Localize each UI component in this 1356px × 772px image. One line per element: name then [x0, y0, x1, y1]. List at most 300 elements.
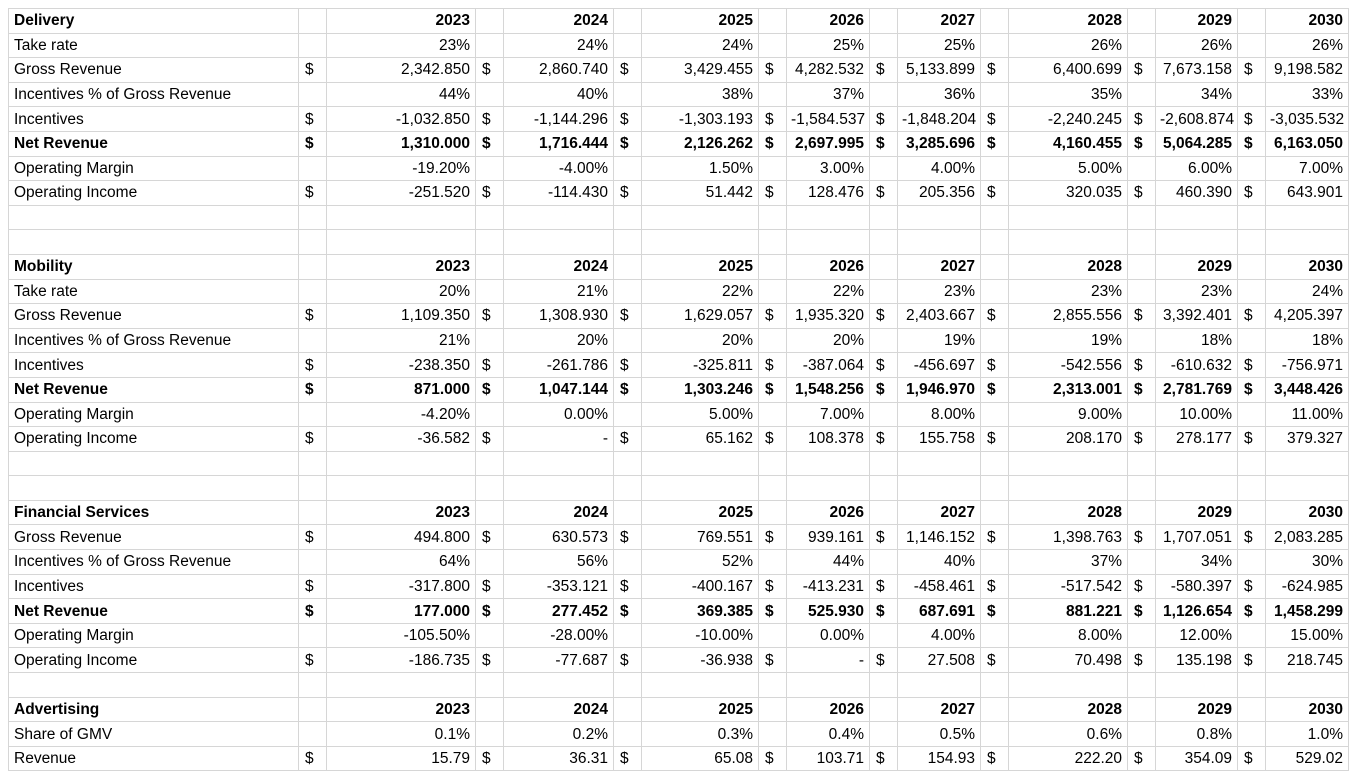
value-cell[interactable]: 44%	[787, 550, 870, 575]
value-cell[interactable]: 278.177	[1156, 427, 1238, 452]
value-cell[interactable]: -	[504, 427, 614, 452]
row-label-cell[interactable]: Net Revenue	[9, 377, 299, 402]
value-cell[interactable]	[1156, 673, 1238, 698]
value-cell[interactable]: 33%	[1266, 82, 1349, 107]
row-label-cell[interactable]: Incentives	[9, 353, 299, 378]
currency-cell[interactable]	[759, 722, 787, 747]
currency-cell[interactable]: $	[981, 746, 1009, 771]
currency-cell[interactable]: $	[476, 353, 504, 378]
value-cell[interactable]: -325.811	[642, 353, 759, 378]
value-cell[interactable]	[787, 230, 870, 255]
currency-cell[interactable]	[1238, 500, 1266, 525]
currency-cell[interactable]: $	[870, 427, 898, 452]
currency-cell[interactable]	[614, 550, 642, 575]
value-cell[interactable]: 2,126.262	[642, 131, 759, 156]
currency-cell[interactable]	[759, 230, 787, 255]
value-cell[interactable]: 8.00%	[1009, 623, 1128, 648]
value-cell[interactable]: -610.632	[1156, 353, 1238, 378]
value-cell[interactable]: -458.461	[898, 574, 981, 599]
currency-cell[interactable]	[759, 500, 787, 525]
currency-cell[interactable]: $	[759, 427, 787, 452]
value-cell[interactable]: 70.498	[1009, 648, 1128, 673]
value-cell[interactable]: 2,083.285	[1266, 525, 1349, 550]
value-cell[interactable]: 7.00%	[787, 402, 870, 427]
value-cell[interactable]: 65.162	[642, 427, 759, 452]
currency-cell[interactable]	[1128, 230, 1156, 255]
value-cell[interactable]: -3,035.532	[1266, 107, 1349, 132]
currency-cell[interactable]: $	[1238, 599, 1266, 624]
currency-cell[interactable]: $	[981, 599, 1009, 624]
currency-cell[interactable]	[1128, 476, 1156, 501]
currency-cell[interactable]	[299, 230, 327, 255]
value-cell[interactable]: 65.08	[642, 746, 759, 771]
value-cell[interactable]: 2,697.995	[787, 131, 870, 156]
value-cell[interactable]: 135.198	[1156, 648, 1238, 673]
currency-cell[interactable]	[1128, 9, 1156, 34]
currency-cell[interactable]	[759, 9, 787, 34]
value-cell[interactable]: 0.2%	[504, 722, 614, 747]
currency-cell[interactable]	[299, 451, 327, 476]
value-cell[interactable]: -105.50%	[327, 623, 476, 648]
currency-cell[interactable]	[614, 697, 642, 722]
value-cell[interactable]: 4,205.397	[1266, 304, 1349, 329]
value-cell[interactable]: 52%	[642, 550, 759, 575]
currency-cell[interactable]	[870, 500, 898, 525]
currency-cell[interactable]: $	[1238, 353, 1266, 378]
currency-cell[interactable]: $	[299, 58, 327, 83]
currency-cell[interactable]: $	[870, 746, 898, 771]
value-cell[interactable]: 12.00%	[1156, 623, 1238, 648]
currency-cell[interactable]: $	[759, 304, 787, 329]
value-cell[interactable]: 871.000	[327, 377, 476, 402]
value-cell[interactable]: 687.691	[898, 599, 981, 624]
value-cell[interactable]: 2023	[327, 500, 476, 525]
currency-cell[interactable]: $	[1238, 107, 1266, 132]
value-cell[interactable]: -542.556	[1009, 353, 1128, 378]
value-cell[interactable]: -251.520	[327, 181, 476, 206]
value-cell[interactable]	[504, 451, 614, 476]
currency-cell[interactable]	[1128, 402, 1156, 427]
value-cell[interactable]	[504, 673, 614, 698]
value-cell[interactable]: 769.551	[642, 525, 759, 550]
value-cell[interactable]: 4.00%	[898, 623, 981, 648]
currency-cell[interactable]	[299, 328, 327, 353]
currency-cell[interactable]: $	[759, 181, 787, 206]
row-label-cell[interactable]: Gross Revenue	[9, 304, 299, 329]
currency-cell[interactable]: $	[614, 525, 642, 550]
currency-cell[interactable]: $	[1128, 107, 1156, 132]
value-cell[interactable]: 51.442	[642, 181, 759, 206]
value-cell[interactable]: 2,781.769	[1156, 377, 1238, 402]
value-cell[interactable]: -317.800	[327, 574, 476, 599]
currency-cell[interactable]	[476, 33, 504, 58]
value-cell[interactable]: 6,400.699	[1009, 58, 1128, 83]
value-cell[interactable]: -114.430	[504, 181, 614, 206]
currency-cell[interactable]	[614, 673, 642, 698]
currency-cell[interactable]	[981, 156, 1009, 181]
currency-cell[interactable]: $	[1238, 377, 1266, 402]
currency-cell[interactable]: $	[1128, 648, 1156, 673]
value-cell[interactable]: -1,144.296	[504, 107, 614, 132]
currency-cell[interactable]	[870, 205, 898, 230]
value-cell[interactable]: 7,673.158	[1156, 58, 1238, 83]
currency-cell[interactable]	[1128, 33, 1156, 58]
value-cell[interactable]: 1,047.144	[504, 377, 614, 402]
currency-cell[interactable]	[476, 9, 504, 34]
currency-cell[interactable]	[299, 500, 327, 525]
value-cell[interactable]: -1,032.850	[327, 107, 476, 132]
currency-cell[interactable]	[870, 550, 898, 575]
value-cell[interactable]: 35%	[1009, 82, 1128, 107]
currency-cell[interactable]	[870, 697, 898, 722]
currency-cell[interactable]: $	[299, 648, 327, 673]
currency-cell[interactable]: $	[614, 107, 642, 132]
currency-cell[interactable]	[759, 697, 787, 722]
value-cell[interactable]: 18%	[1156, 328, 1238, 353]
value-cell[interactable]: 3,285.696	[898, 131, 981, 156]
currency-cell[interactable]: $	[1238, 574, 1266, 599]
currency-cell[interactable]: $	[981, 181, 1009, 206]
value-cell[interactable]	[898, 673, 981, 698]
value-cell[interactable]: -353.121	[504, 574, 614, 599]
value-cell[interactable]	[898, 476, 981, 501]
value-cell[interactable]: 2025	[642, 9, 759, 34]
value-cell[interactable]: -19.20%	[327, 156, 476, 181]
value-cell[interactable]: 2023	[327, 697, 476, 722]
currency-cell[interactable]	[870, 230, 898, 255]
value-cell[interactable]: 2028	[1009, 254, 1128, 279]
value-cell[interactable]	[1266, 451, 1349, 476]
currency-cell[interactable]: $	[981, 574, 1009, 599]
currency-cell[interactable]	[476, 673, 504, 698]
currency-cell[interactable]: $	[299, 181, 327, 206]
value-cell[interactable]: -	[787, 648, 870, 673]
value-cell[interactable]: 2029	[1156, 697, 1238, 722]
row-label-cell[interactable]: Take rate	[9, 33, 299, 58]
value-cell[interactable]	[1156, 451, 1238, 476]
value-cell[interactable]	[1009, 673, 1128, 698]
value-cell[interactable]: 0.5%	[898, 722, 981, 747]
currency-cell[interactable]: $	[476, 107, 504, 132]
row-label-cell[interactable]: Advertising	[9, 697, 299, 722]
currency-cell[interactable]: $	[1128, 377, 1156, 402]
value-cell[interactable]: 34%	[1156, 82, 1238, 107]
value-cell[interactable]: 5,133.899	[898, 58, 981, 83]
value-cell[interactable]: 1,308.930	[504, 304, 614, 329]
currency-cell[interactable]	[1128, 205, 1156, 230]
value-cell[interactable]: 9,198.582	[1266, 58, 1349, 83]
value-cell[interactable]: 2029	[1156, 9, 1238, 34]
value-cell[interactable]: -4.20%	[327, 402, 476, 427]
value-cell[interactable]: 1.0%	[1266, 722, 1349, 747]
currency-cell[interactable]: $	[759, 377, 787, 402]
row-label-cell[interactable]: Net Revenue	[9, 131, 299, 156]
currency-cell[interactable]: $	[981, 58, 1009, 83]
currency-cell[interactable]	[759, 82, 787, 107]
currency-cell[interactable]	[614, 230, 642, 255]
currency-cell[interactable]: $	[1128, 746, 1156, 771]
value-cell[interactable]: 2030	[1266, 9, 1349, 34]
value-cell[interactable]: 1,629.057	[642, 304, 759, 329]
currency-cell[interactable]: $	[981, 427, 1009, 452]
currency-cell[interactable]: $	[614, 648, 642, 673]
value-cell[interactable]: -456.697	[898, 353, 981, 378]
value-cell[interactable]: 2025	[642, 254, 759, 279]
row-label-cell[interactable]: Operating Income	[9, 648, 299, 673]
value-cell[interactable]: 20%	[787, 328, 870, 353]
currency-cell[interactable]	[1238, 230, 1266, 255]
row-label-cell[interactable]: Incentives	[9, 574, 299, 599]
currency-cell[interactable]	[476, 500, 504, 525]
value-cell[interactable]: 2027	[898, 697, 981, 722]
value-cell[interactable]	[504, 476, 614, 501]
value-cell[interactable]: 108.378	[787, 427, 870, 452]
currency-cell[interactable]	[1238, 673, 1266, 698]
currency-cell[interactable]	[476, 279, 504, 304]
currency-cell[interactable]	[870, 82, 898, 107]
value-cell[interactable]: 369.385	[642, 599, 759, 624]
currency-cell[interactable]: $	[1128, 599, 1156, 624]
value-cell[interactable]: 15.00%	[1266, 623, 1349, 648]
value-cell[interactable]: 36%	[898, 82, 981, 107]
value-cell[interactable]: 2023	[327, 254, 476, 279]
value-cell[interactable]: -756.971	[1266, 353, 1349, 378]
currency-cell[interactable]: $	[870, 131, 898, 156]
value-cell[interactable]: 1,109.350	[327, 304, 476, 329]
row-label-cell[interactable]: Incentives	[9, 107, 299, 132]
row-label-cell[interactable]: Operating Margin	[9, 402, 299, 427]
currency-cell[interactable]	[1238, 722, 1266, 747]
value-cell[interactable]: 2030	[1266, 254, 1349, 279]
currency-cell[interactable]: $	[981, 377, 1009, 402]
value-cell[interactable]: 2026	[787, 500, 870, 525]
value-cell[interactable]: 3,429.455	[642, 58, 759, 83]
value-cell[interactable]: 218.745	[1266, 648, 1349, 673]
value-cell[interactable]: 1,707.051	[1156, 525, 1238, 550]
currency-cell[interactable]	[759, 550, 787, 575]
value-cell[interactable]	[1156, 476, 1238, 501]
currency-cell[interactable]: $	[1238, 181, 1266, 206]
currency-cell[interactable]	[981, 623, 1009, 648]
currency-cell[interactable]	[1238, 697, 1266, 722]
value-cell[interactable]: 128.476	[787, 181, 870, 206]
currency-cell[interactable]	[614, 33, 642, 58]
value-cell[interactable]: 2,313.001	[1009, 377, 1128, 402]
currency-cell[interactable]	[1128, 82, 1156, 107]
currency-cell[interactable]	[299, 254, 327, 279]
currency-cell[interactable]	[614, 500, 642, 525]
value-cell[interactable]: 2023	[327, 9, 476, 34]
value-cell[interactable]	[787, 476, 870, 501]
row-label-cell[interactable]	[9, 205, 299, 230]
currency-cell[interactable]: $	[1238, 58, 1266, 83]
value-cell[interactable]: 1,548.256	[787, 377, 870, 402]
value-cell[interactable]: 0.00%	[787, 623, 870, 648]
value-cell[interactable]	[642, 230, 759, 255]
currency-cell[interactable]	[981, 722, 1009, 747]
value-cell[interactable]: 2027	[898, 500, 981, 525]
value-cell[interactable]	[642, 673, 759, 698]
currency-cell[interactable]	[476, 156, 504, 181]
value-cell[interactable]: 2029	[1156, 500, 1238, 525]
value-cell[interactable]: -1,303.193	[642, 107, 759, 132]
currency-cell[interactable]	[759, 279, 787, 304]
currency-cell[interactable]: $	[1238, 304, 1266, 329]
row-label-cell[interactable]: Take rate	[9, 279, 299, 304]
currency-cell[interactable]: $	[870, 107, 898, 132]
row-label-cell[interactable]: Incentives % of Gross Revenue	[9, 550, 299, 575]
value-cell[interactable]	[327, 230, 476, 255]
value-cell[interactable]	[327, 205, 476, 230]
value-cell[interactable]: -1,848.204	[898, 107, 981, 132]
value-cell[interactable]: 22%	[787, 279, 870, 304]
value-cell[interactable]: 9.00%	[1009, 402, 1128, 427]
currency-cell[interactable]	[476, 82, 504, 107]
currency-cell[interactable]	[614, 205, 642, 230]
currency-cell[interactable]	[1128, 328, 1156, 353]
value-cell[interactable]	[1156, 205, 1238, 230]
value-cell[interactable]	[327, 673, 476, 698]
currency-cell[interactable]	[870, 476, 898, 501]
row-label-cell[interactable]	[9, 476, 299, 501]
row-label-cell[interactable]	[9, 673, 299, 698]
currency-cell[interactable]	[476, 623, 504, 648]
value-cell[interactable]: 1,946.970	[898, 377, 981, 402]
value-cell[interactable]: 0.1%	[327, 722, 476, 747]
currency-cell[interactable]: $	[1128, 181, 1156, 206]
currency-cell[interactable]: $	[614, 181, 642, 206]
value-cell[interactable]	[1009, 230, 1128, 255]
value-cell[interactable]: 277.452	[504, 599, 614, 624]
currency-cell[interactable]	[476, 697, 504, 722]
currency-cell[interactable]	[981, 254, 1009, 279]
value-cell[interactable]: 18%	[1266, 328, 1349, 353]
value-cell[interactable]: 2027	[898, 254, 981, 279]
currency-cell[interactable]	[1238, 402, 1266, 427]
row-label-cell[interactable]: Operating Margin	[9, 623, 299, 648]
currency-cell[interactable]: $	[1238, 525, 1266, 550]
currency-cell[interactable]: $	[299, 353, 327, 378]
value-cell[interactable]: -400.167	[642, 574, 759, 599]
currency-cell[interactable]	[614, 623, 642, 648]
currency-cell[interactable]	[299, 33, 327, 58]
currency-cell[interactable]: $	[476, 131, 504, 156]
currency-cell[interactable]	[759, 328, 787, 353]
currency-cell[interactable]	[1128, 697, 1156, 722]
currency-cell[interactable]: $	[476, 58, 504, 83]
value-cell[interactable]	[1009, 451, 1128, 476]
currency-cell[interactable]	[870, 402, 898, 427]
value-cell[interactable]: -387.064	[787, 353, 870, 378]
currency-cell[interactable]	[1128, 623, 1156, 648]
currency-cell[interactable]: $	[759, 353, 787, 378]
currency-cell[interactable]: $	[299, 525, 327, 550]
currency-cell[interactable]: $	[299, 746, 327, 771]
value-cell[interactable]	[1266, 230, 1349, 255]
currency-cell[interactable]	[759, 451, 787, 476]
currency-cell[interactable]	[870, 9, 898, 34]
currency-cell[interactable]	[870, 451, 898, 476]
currency-cell[interactable]: $	[299, 304, 327, 329]
value-cell[interactable]: 0.6%	[1009, 722, 1128, 747]
value-cell[interactable]: 1,146.152	[898, 525, 981, 550]
row-label-cell[interactable]: Operating Margin	[9, 156, 299, 181]
value-cell[interactable]: 2030	[1266, 697, 1349, 722]
currency-cell[interactable]	[981, 697, 1009, 722]
currency-cell[interactable]: $	[299, 599, 327, 624]
value-cell[interactable]: 3,392.401	[1156, 304, 1238, 329]
value-cell[interactable]: 1.50%	[642, 156, 759, 181]
currency-cell[interactable]: $	[759, 525, 787, 550]
value-cell[interactable]: 177.000	[327, 599, 476, 624]
currency-cell[interactable]: $	[614, 377, 642, 402]
value-cell[interactable]: 23%	[898, 279, 981, 304]
currency-cell[interactable]	[981, 33, 1009, 58]
value-cell[interactable]: -624.985	[1266, 574, 1349, 599]
currency-cell[interactable]	[614, 82, 642, 107]
currency-cell[interactable]: $	[476, 599, 504, 624]
value-cell[interactable]	[642, 205, 759, 230]
currency-cell[interactable]	[870, 673, 898, 698]
currency-cell[interactable]: $	[614, 746, 642, 771]
row-label-cell[interactable]: Financial Services	[9, 500, 299, 525]
value-cell[interactable]: 22%	[642, 279, 759, 304]
value-cell[interactable]: 2028	[1009, 500, 1128, 525]
value-cell[interactable]	[642, 451, 759, 476]
value-cell[interactable]: 8.00%	[898, 402, 981, 427]
currency-cell[interactable]: $	[299, 427, 327, 452]
currency-cell[interactable]	[1238, 205, 1266, 230]
value-cell[interactable]: -36.938	[642, 648, 759, 673]
value-cell[interactable]: 103.71	[787, 746, 870, 771]
value-cell[interactable]: 2026	[787, 697, 870, 722]
currency-cell[interactable]	[759, 673, 787, 698]
value-cell[interactable]: -36.582	[327, 427, 476, 452]
value-cell[interactable]	[504, 230, 614, 255]
currency-cell[interactable]	[1128, 254, 1156, 279]
value-cell[interactable]: 26%	[1009, 33, 1128, 58]
currency-cell[interactable]: $	[870, 377, 898, 402]
currency-cell[interactable]: $	[476, 377, 504, 402]
currency-cell[interactable]	[759, 254, 787, 279]
value-cell[interactable]	[787, 205, 870, 230]
value-cell[interactable]: -580.397	[1156, 574, 1238, 599]
currency-cell[interactable]	[759, 33, 787, 58]
currency-cell[interactable]: $	[1128, 525, 1156, 550]
value-cell[interactable]: 11.00%	[1266, 402, 1349, 427]
currency-cell[interactable]	[759, 402, 787, 427]
currency-cell[interactable]: $	[1238, 746, 1266, 771]
value-cell[interactable]: 3.00%	[787, 156, 870, 181]
currency-cell[interactable]	[476, 451, 504, 476]
currency-cell[interactable]: $	[299, 574, 327, 599]
value-cell[interactable]: 7.00%	[1266, 156, 1349, 181]
currency-cell[interactable]	[870, 328, 898, 353]
value-cell[interactable]: 1,716.444	[504, 131, 614, 156]
value-cell[interactable]: 37%	[1009, 550, 1128, 575]
value-cell[interactable]: 939.161	[787, 525, 870, 550]
row-label-cell[interactable]: Gross Revenue	[9, 58, 299, 83]
currency-cell[interactable]	[299, 623, 327, 648]
value-cell[interactable]: 34%	[1156, 550, 1238, 575]
value-cell[interactable]: 1,935.320	[787, 304, 870, 329]
value-cell[interactable]: 0.8%	[1156, 722, 1238, 747]
value-cell[interactable]: 21%	[504, 279, 614, 304]
value-cell[interactable]: 1,458.299	[1266, 599, 1349, 624]
currency-cell[interactable]: $	[870, 304, 898, 329]
currency-cell[interactable]	[476, 402, 504, 427]
row-label-cell[interactable]: Incentives % of Gross Revenue	[9, 328, 299, 353]
